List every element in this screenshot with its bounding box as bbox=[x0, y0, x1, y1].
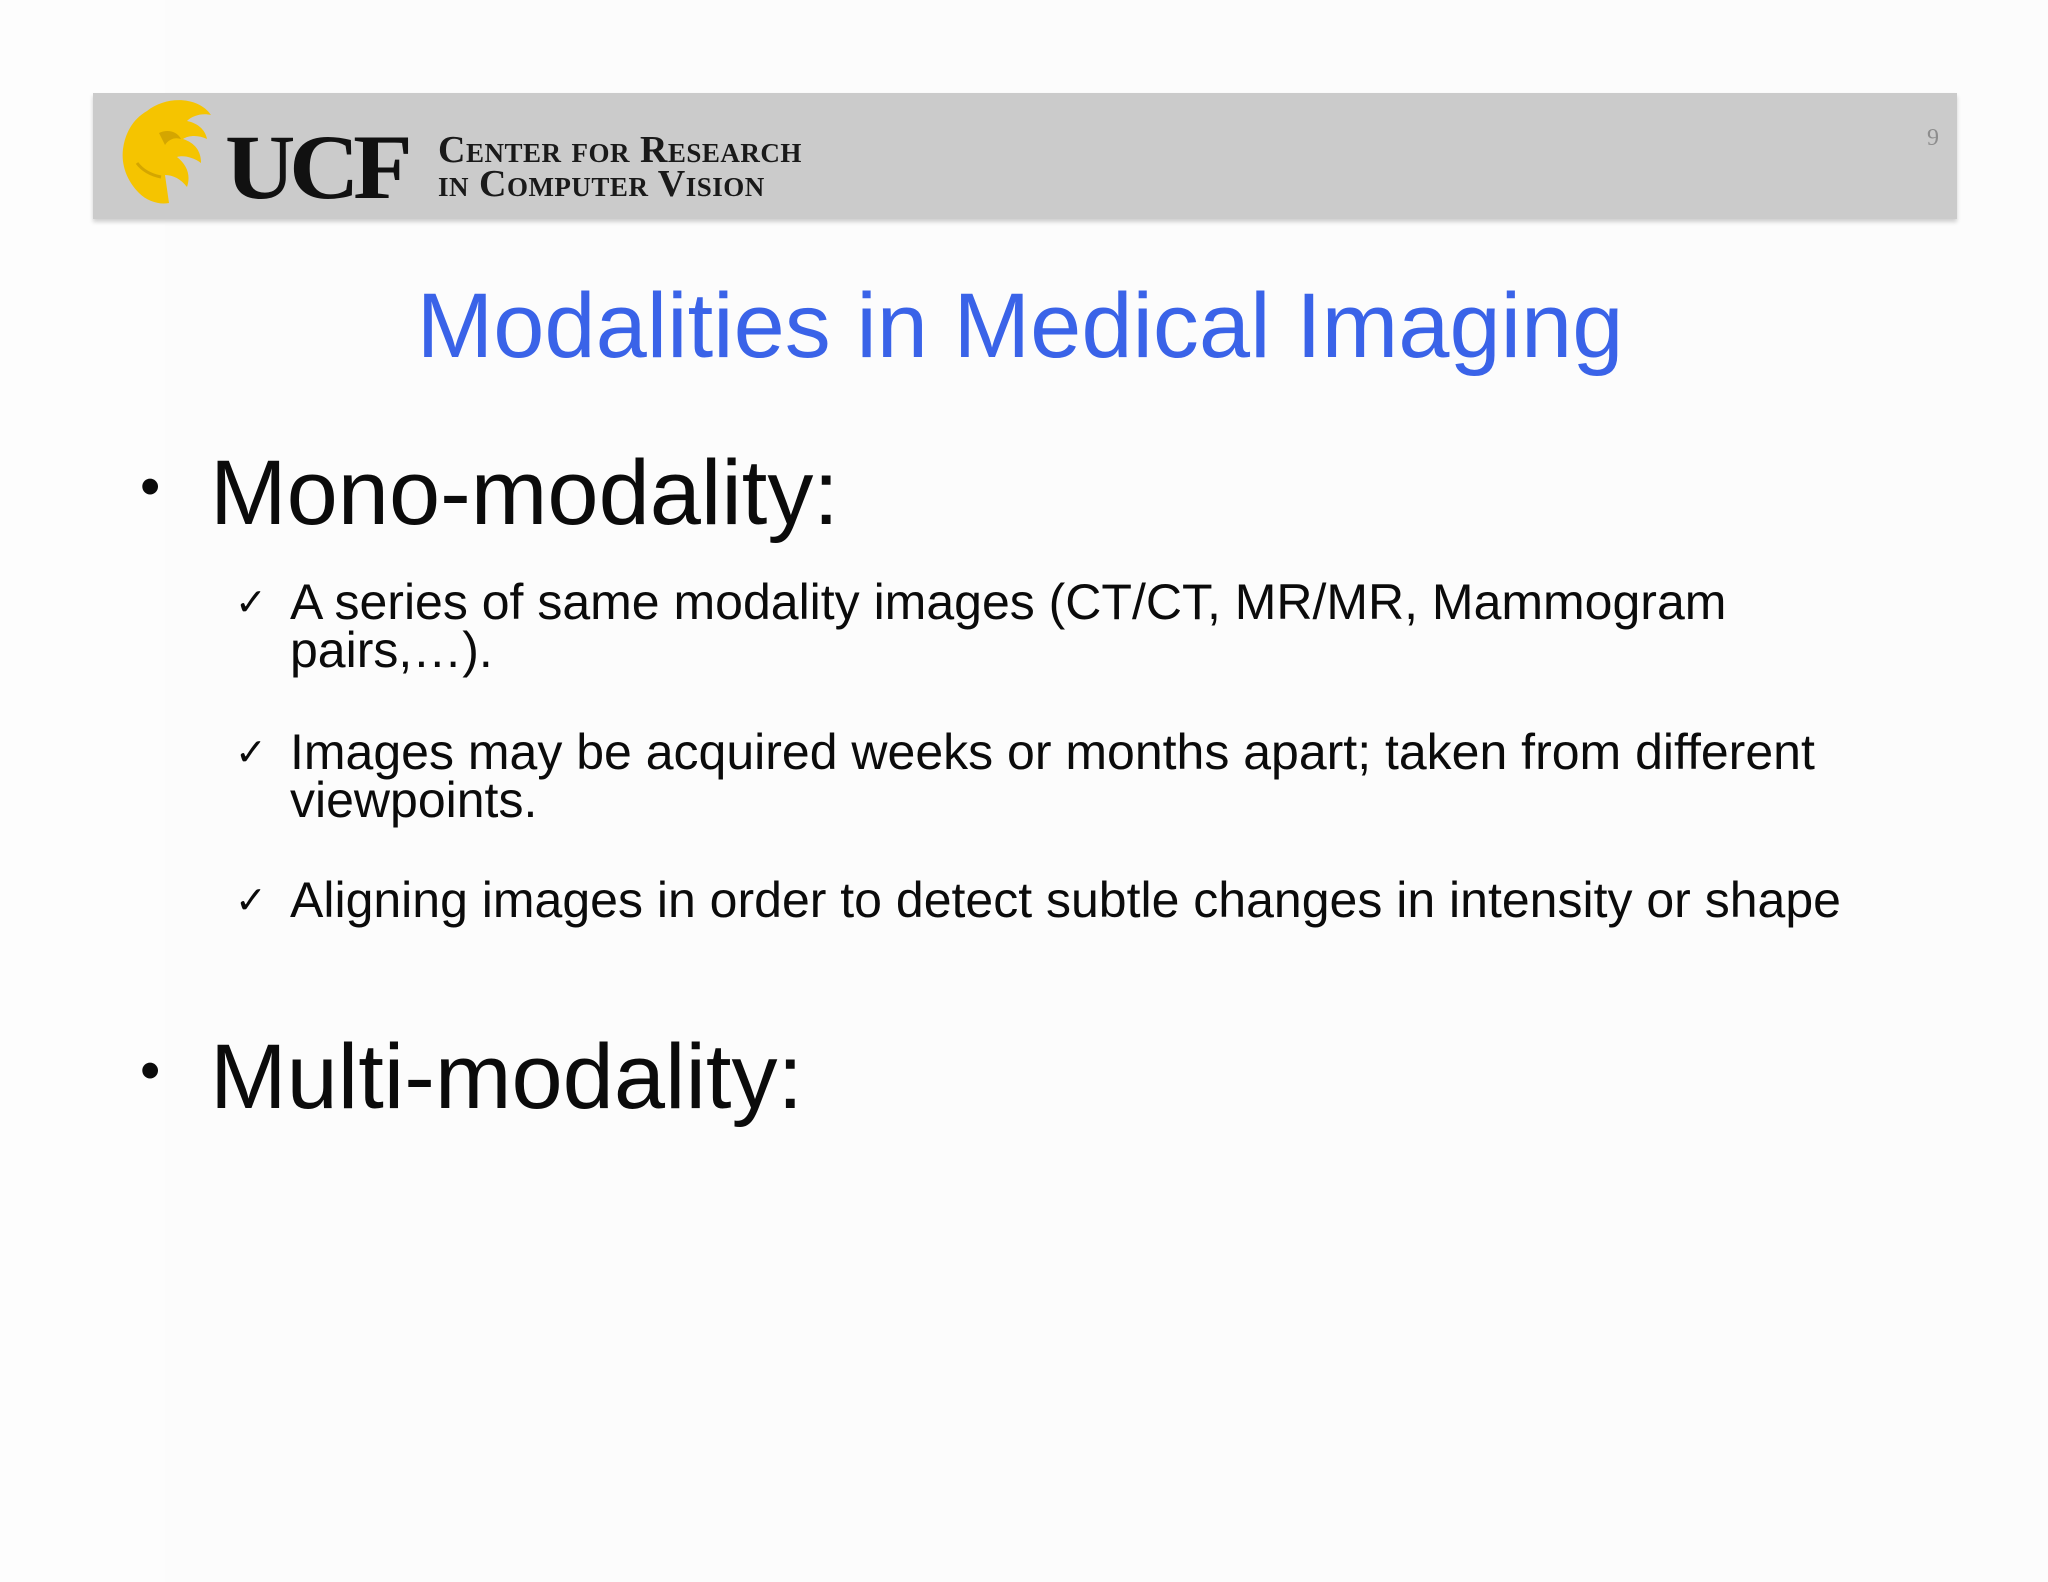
slide-title: Modalities in Medical Imaging bbox=[416, 275, 1624, 377]
bullet-mono-modality bbox=[140, 432, 839, 547]
bullet-multi-modality bbox=[140, 1016, 803, 1131]
sub-item-text: A series of same modality images (CT/CT, MR/MR, Mammogram pairs,…). bbox=[290, 574, 1727, 678]
slide-margin bbox=[0, 0, 165, 1582]
checkmark-icon: ✓ bbox=[235, 730, 267, 774]
ucf-wordmark: UCF bbox=[225, 116, 407, 218]
center-name-line1: Center for Research bbox=[438, 129, 802, 171]
sub-item-series bbox=[235, 574, 1915, 678]
center-name bbox=[438, 129, 802, 205]
sub-item-text: Images may be acquired weeks or months apart; taken from different viewpoints. bbox=[290, 724, 1815, 828]
sub-item-acquired bbox=[235, 724, 1915, 828]
sub-item-text: Aligning images in order to detect subtle changes in intensity or shape bbox=[290, 872, 1841, 928]
pegasus-logo-icon bbox=[107, 93, 225, 219]
bullet-label: Multi-modality: bbox=[210, 1025, 804, 1128]
bullet-marker: • bbox=[140, 453, 161, 519]
bullet-marker: • bbox=[140, 1037, 161, 1103]
page-number: 9 bbox=[1927, 125, 1939, 151]
sub-item-aligning bbox=[235, 872, 1915, 928]
checkmark-icon: ✓ bbox=[235, 878, 267, 922]
center-name-line2: in Computer Vision bbox=[438, 163, 765, 205]
bullet-label: Mono-modality: bbox=[210, 441, 839, 544]
header-banner bbox=[93, 93, 1957, 219]
checkmark-icon: ✓ bbox=[235, 580, 267, 624]
